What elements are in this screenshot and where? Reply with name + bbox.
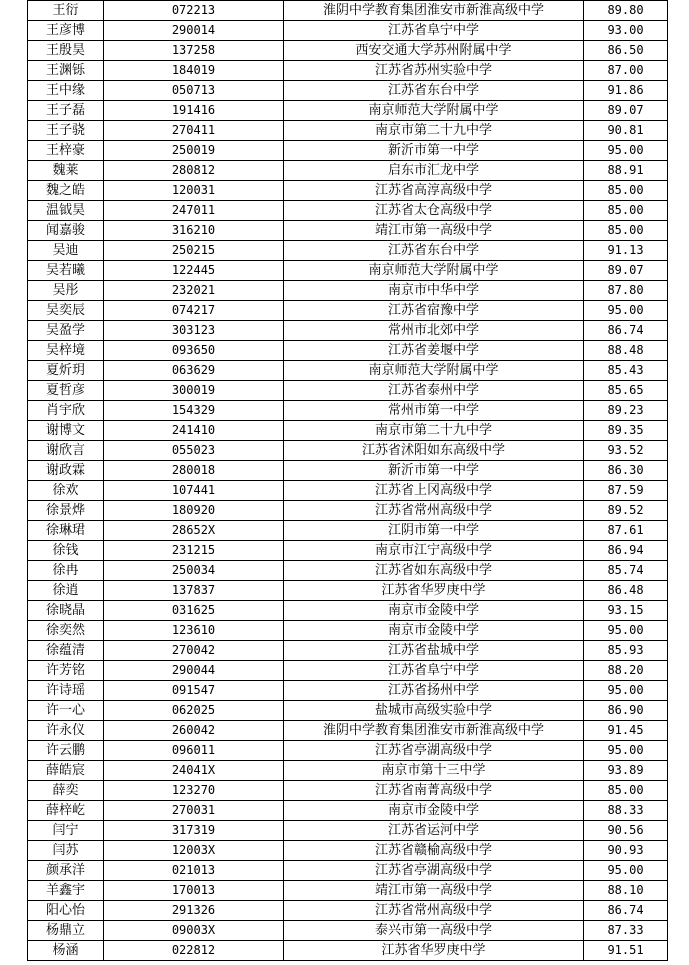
- score-cell: 95.00: [584, 741, 668, 761]
- student-name-cell: 肖宇欣: [28, 401, 104, 421]
- score-cell: 89.52: [584, 501, 668, 521]
- student-name-cell: 徐冉: [28, 561, 104, 581]
- table-row: [28, 761, 668, 781]
- school-name-cell: 靖江市第一高级中学: [284, 221, 584, 241]
- school-name-cell: 常州市第一中学: [284, 401, 584, 421]
- student-name-cell: 王子骁: [28, 121, 104, 141]
- score-cell: 90.56: [584, 821, 668, 841]
- student-code-cell: 280812: [104, 161, 284, 181]
- school-name-cell: 南京市第十三中学: [284, 761, 584, 781]
- school-name-cell: 南京市第二十九中学: [284, 421, 584, 441]
- student-code-cell: 303123: [104, 321, 284, 341]
- student-code-cell: 260042: [104, 721, 284, 741]
- score-cell: 89.80: [584, 1, 668, 21]
- student-name-cell: 魏莱: [28, 161, 104, 181]
- student-name-cell: 吴梓境: [28, 341, 104, 361]
- student-name-cell: 王彦博: [28, 21, 104, 41]
- score-cell: 91.45: [584, 721, 668, 741]
- score-cell: 95.00: [584, 681, 668, 701]
- score-cell: 89.07: [584, 101, 668, 121]
- table-row: [28, 681, 668, 701]
- score-cell: 85.93: [584, 641, 668, 661]
- student-code-cell: 031625: [104, 601, 284, 621]
- score-cell: 93.89: [584, 761, 668, 781]
- table-row: [28, 221, 668, 241]
- score-cell: 90.81: [584, 121, 668, 141]
- score-cell: 93.15: [584, 601, 668, 621]
- student-code-cell: 290044: [104, 661, 284, 681]
- school-name-cell: 常州市北郊中学: [284, 321, 584, 341]
- student-name-cell: 徐钱: [28, 541, 104, 561]
- table-row: [28, 901, 668, 921]
- school-name-cell: 江苏省东台中学: [284, 241, 584, 261]
- table-row: [28, 201, 668, 221]
- student-code-cell: 250215: [104, 241, 284, 261]
- school-name-cell: 江苏省南菁高级中学: [284, 781, 584, 801]
- school-name-cell: 南京市中华中学: [284, 281, 584, 301]
- score-cell: 88.91: [584, 161, 668, 181]
- student-name-cell: 吴彤: [28, 281, 104, 301]
- school-name-cell: 泰兴市第一高级中学: [284, 921, 584, 941]
- student-name-cell: 徐欢: [28, 481, 104, 501]
- school-name-cell: 江苏省东台中学: [284, 81, 584, 101]
- student-name-cell: 谢博文: [28, 421, 104, 441]
- student-code-cell: 247011: [104, 201, 284, 221]
- student-name-cell: 吴若曦: [28, 261, 104, 281]
- school-name-cell: 江苏省常州高级中学: [284, 901, 584, 921]
- student-name-cell: 薛梓屹: [28, 801, 104, 821]
- student-name-cell: 闫宁: [28, 821, 104, 841]
- student-code-cell: 137258: [104, 41, 284, 61]
- student-name-cell: 吴盈学: [28, 321, 104, 341]
- table-row: [28, 841, 668, 861]
- score-cell: 85.43: [584, 361, 668, 381]
- student-code-cell: 09003X: [104, 921, 284, 941]
- score-cell: 86.74: [584, 901, 668, 921]
- student-code-cell: 137837: [104, 581, 284, 601]
- score-cell: 89.07: [584, 261, 668, 281]
- student-name-cell: 颜承洋: [28, 861, 104, 881]
- school-name-cell: 南京师范大学附属中学: [284, 361, 584, 381]
- score-cell: 91.51: [584, 941, 668, 961]
- score-cell: 95.00: [584, 861, 668, 881]
- school-name-cell: 江苏省赣榆高级中学: [284, 841, 584, 861]
- score-cell: 93.52: [584, 441, 668, 461]
- student-name-cell: 王梓豪: [28, 141, 104, 161]
- student-code-cell: 021013: [104, 861, 284, 881]
- score-cell: 91.86: [584, 81, 668, 101]
- table-row: [28, 241, 668, 261]
- table-row: [28, 661, 668, 681]
- school-name-cell: 江苏省亭湖高级中学: [284, 741, 584, 761]
- table-row: [28, 421, 668, 441]
- score-cell: 87.00: [584, 61, 668, 81]
- score-cell: 86.48: [584, 581, 668, 601]
- student-name-cell: 徐晓晶: [28, 601, 104, 621]
- student-code-cell: 12003X: [104, 841, 284, 861]
- student-name-cell: 王殷昊: [28, 41, 104, 61]
- table-row: [28, 821, 668, 841]
- school-name-cell: 南京师范大学附属中学: [284, 261, 584, 281]
- score-cell: 88.20: [584, 661, 668, 681]
- table-row: [28, 81, 668, 101]
- student-code-cell: 093650: [104, 341, 284, 361]
- score-cell: 91.13: [584, 241, 668, 261]
- student-code-cell: 055023: [104, 441, 284, 461]
- school-name-cell: 南京市江宁高级中学: [284, 541, 584, 561]
- score-cell: 88.10: [584, 881, 668, 901]
- student-name-cell: 吴奕辰: [28, 301, 104, 321]
- school-name-cell: 南京市金陵中学: [284, 621, 584, 641]
- score-cell: 86.30: [584, 461, 668, 481]
- student-name-cell: 闻嘉骏: [28, 221, 104, 241]
- school-name-cell: 淮阴中学教育集团淮安市新淮高级中学: [284, 1, 584, 21]
- score-cell: 85.00: [584, 221, 668, 241]
- school-name-cell: 江苏省阜宁中学: [284, 21, 584, 41]
- table-row: [28, 461, 668, 481]
- school-name-cell: 南京市金陵中学: [284, 601, 584, 621]
- score-cell: 89.23: [584, 401, 668, 421]
- student-name-cell: 温钺昊: [28, 201, 104, 221]
- school-name-cell: 江苏省华罗庚中学: [284, 941, 584, 961]
- student-code-cell: 072213: [104, 1, 284, 21]
- student-name-cell: 许云鹏: [28, 741, 104, 761]
- score-cell: 85.00: [584, 781, 668, 801]
- score-cell: 85.00: [584, 201, 668, 221]
- table-row: [28, 401, 668, 421]
- student-name-cell: 徐蕴清: [28, 641, 104, 661]
- table-row: [28, 161, 668, 181]
- student-code-cell: 154329: [104, 401, 284, 421]
- student-name-cell: 王衍: [28, 1, 104, 21]
- school-name-cell: 靖江市第一高级中学: [284, 881, 584, 901]
- student-code-cell: 291326: [104, 901, 284, 921]
- school-name-cell: 南京市金陵中学: [284, 801, 584, 821]
- score-cell: 86.50: [584, 41, 668, 61]
- student-code-cell: 050713: [104, 81, 284, 101]
- score-cell: 85.65: [584, 381, 668, 401]
- table-row: [28, 741, 668, 761]
- table-row: [28, 801, 668, 821]
- school-name-cell: 淮阴中学教育集团淮安市新淮高级中学: [284, 721, 584, 741]
- student-name-cell: 徐琳珺: [28, 521, 104, 541]
- student-name-cell: 夏炘玥: [28, 361, 104, 381]
- score-cell: 93.00: [584, 21, 668, 41]
- table-row: [28, 1, 668, 21]
- table-row: [28, 441, 668, 461]
- table-row: [28, 361, 668, 381]
- student-name-cell: 王子磊: [28, 101, 104, 121]
- student-name-cell: 夏哲彦: [28, 381, 104, 401]
- table-row: [28, 881, 668, 901]
- school-name-cell: 江苏省高淳高级中学: [284, 181, 584, 201]
- school-name-cell: 江苏省运河中学: [284, 821, 584, 841]
- table-row: [28, 301, 668, 321]
- school-name-cell: 江苏省太仓高级中学: [284, 201, 584, 221]
- score-cell: 87.59: [584, 481, 668, 501]
- table-row: [28, 561, 668, 581]
- student-name-cell: 杨鼎立: [28, 921, 104, 941]
- table-row: [28, 541, 668, 561]
- table-row: [28, 21, 668, 41]
- table-row: [28, 521, 668, 541]
- student-name-cell: 王渊铄: [28, 61, 104, 81]
- school-name-cell: 江苏省姜堰中学: [284, 341, 584, 361]
- student-code-cell: 107441: [104, 481, 284, 501]
- school-name-cell: 新沂市第一中学: [284, 461, 584, 481]
- score-cell: 90.93: [584, 841, 668, 861]
- school-name-cell: 江苏省亭湖高级中学: [284, 861, 584, 881]
- student-name-cell: 薛奕: [28, 781, 104, 801]
- student-code-cell: 120031: [104, 181, 284, 201]
- table-row: [28, 141, 668, 161]
- student-name-cell: 徐奕然: [28, 621, 104, 641]
- school-name-cell: 江阴市第一中学: [284, 521, 584, 541]
- table-row: [28, 621, 668, 641]
- student-code-cell: 123270: [104, 781, 284, 801]
- student-code-cell: 24041X: [104, 761, 284, 781]
- table-row: [28, 861, 668, 881]
- school-name-cell: 江苏省如东高级中学: [284, 561, 584, 581]
- score-cell: 89.35: [584, 421, 668, 441]
- table-row: [28, 121, 668, 141]
- school-name-cell: 南京市第二十九中学: [284, 121, 584, 141]
- table-row: [28, 281, 668, 301]
- student-code-cell: 270042: [104, 641, 284, 661]
- table-row: [28, 721, 668, 741]
- table-row: [28, 941, 668, 961]
- score-cell: 95.00: [584, 301, 668, 321]
- student-code-cell: 300019: [104, 381, 284, 401]
- student-code-cell: 316210: [104, 221, 284, 241]
- student-name-cell: 薛皓宸: [28, 761, 104, 781]
- student-code-cell: 180920: [104, 501, 284, 521]
- school-name-cell: 江苏省泰州中学: [284, 381, 584, 401]
- school-name-cell: 新沂市第一中学: [284, 141, 584, 161]
- student-name-cell: 谢欣言: [28, 441, 104, 461]
- school-name-cell: 江苏省宿豫中学: [284, 301, 584, 321]
- score-cell: 86.90: [584, 701, 668, 721]
- student-name-cell: 许诗瑶: [28, 681, 104, 701]
- student-code-cell: 062025: [104, 701, 284, 721]
- school-name-cell: 江苏省沭阳如东高级中学: [284, 441, 584, 461]
- student-name-cell: 许永仪: [28, 721, 104, 741]
- student-code-cell: 270411: [104, 121, 284, 141]
- student-code-cell: 280018: [104, 461, 284, 481]
- table-row: [28, 381, 668, 401]
- table-row: [28, 341, 668, 361]
- student-code-cell: 022812: [104, 941, 284, 961]
- score-cell: 95.00: [584, 141, 668, 161]
- student-code-cell: 241410: [104, 421, 284, 441]
- student-name-cell: 吴迪: [28, 241, 104, 261]
- score-cell: 86.94: [584, 541, 668, 561]
- table-row: [28, 41, 668, 61]
- table-row: [28, 781, 668, 801]
- student-name-cell: 徐逍: [28, 581, 104, 601]
- student-code-cell: 317319: [104, 821, 284, 841]
- student-code-cell: 170013: [104, 881, 284, 901]
- school-name-cell: 南京师范大学附属中学: [284, 101, 584, 121]
- school-name-cell: 盐城市高级实验中学: [284, 701, 584, 721]
- school-name-cell: 江苏省盐城中学: [284, 641, 584, 661]
- student-code-cell: 270031: [104, 801, 284, 821]
- student-name-cell: 徐景烨: [28, 501, 104, 521]
- score-cell: 95.00: [584, 621, 668, 641]
- student-code-cell: 074217: [104, 301, 284, 321]
- score-cell: 85.00: [584, 181, 668, 201]
- school-name-cell: 启东市汇龙中学: [284, 161, 584, 181]
- table-row: [28, 641, 668, 661]
- table-row: [28, 481, 668, 501]
- student-code-cell: 232021: [104, 281, 284, 301]
- school-name-cell: 江苏省苏州实验中学: [284, 61, 584, 81]
- student-score-table: [27, 0, 668, 961]
- student-code-cell: 184019: [104, 61, 284, 81]
- school-name-cell: 江苏省华罗庚中学: [284, 581, 584, 601]
- table-row: [28, 181, 668, 201]
- school-name-cell: 江苏省扬州中学: [284, 681, 584, 701]
- score-cell: 86.74: [584, 321, 668, 341]
- table-row: [28, 101, 668, 121]
- table-row: [28, 261, 668, 281]
- score-cell: 88.33: [584, 801, 668, 821]
- score-cell: 88.48: [584, 341, 668, 361]
- student-code-cell: 191416: [104, 101, 284, 121]
- school-name-cell: 江苏省阜宁中学: [284, 661, 584, 681]
- table-row: [28, 581, 668, 601]
- score-cell: 87.80: [584, 281, 668, 301]
- student-code-cell: 250034: [104, 561, 284, 581]
- student-code-cell: 063629: [104, 361, 284, 381]
- table-row: [28, 61, 668, 81]
- student-name-cell: 王中缘: [28, 81, 104, 101]
- student-name-cell: 阳心怡: [28, 901, 104, 921]
- student-code-cell: 28652X: [104, 521, 284, 541]
- student-name-cell: 谢政霖: [28, 461, 104, 481]
- student-code-cell: 096011: [104, 741, 284, 761]
- table-row: [28, 501, 668, 521]
- table-row: [28, 321, 668, 341]
- school-name-cell: 江苏省上冈高级中学: [284, 481, 584, 501]
- student-name-cell: 杨涵: [28, 941, 104, 961]
- table-body: [28, 1, 668, 961]
- school-name-cell: 江苏省常州高级中学: [284, 501, 584, 521]
- student-code-cell: 250019: [104, 141, 284, 161]
- student-code-cell: 231215: [104, 541, 284, 561]
- student-code-cell: 122445: [104, 261, 284, 281]
- student-name-cell: 羊鑫宇: [28, 881, 104, 901]
- student-name-cell: 许一心: [28, 701, 104, 721]
- student-name-cell: 许芳铭: [28, 661, 104, 681]
- student-code-cell: 290014: [104, 21, 284, 41]
- table-row: [28, 921, 668, 941]
- student-code-cell: 091547: [104, 681, 284, 701]
- school-name-cell: 西安交通大学苏州附属中学: [284, 41, 584, 61]
- score-cell: 87.33: [584, 921, 668, 941]
- score-cell: 85.74: [584, 561, 668, 581]
- student-code-cell: 123610: [104, 621, 284, 641]
- table-row: [28, 601, 668, 621]
- student-name-cell: 闫苏: [28, 841, 104, 861]
- score-cell: 87.61: [584, 521, 668, 541]
- student-name-cell: 魏之皓: [28, 181, 104, 201]
- table-row: [28, 701, 668, 721]
